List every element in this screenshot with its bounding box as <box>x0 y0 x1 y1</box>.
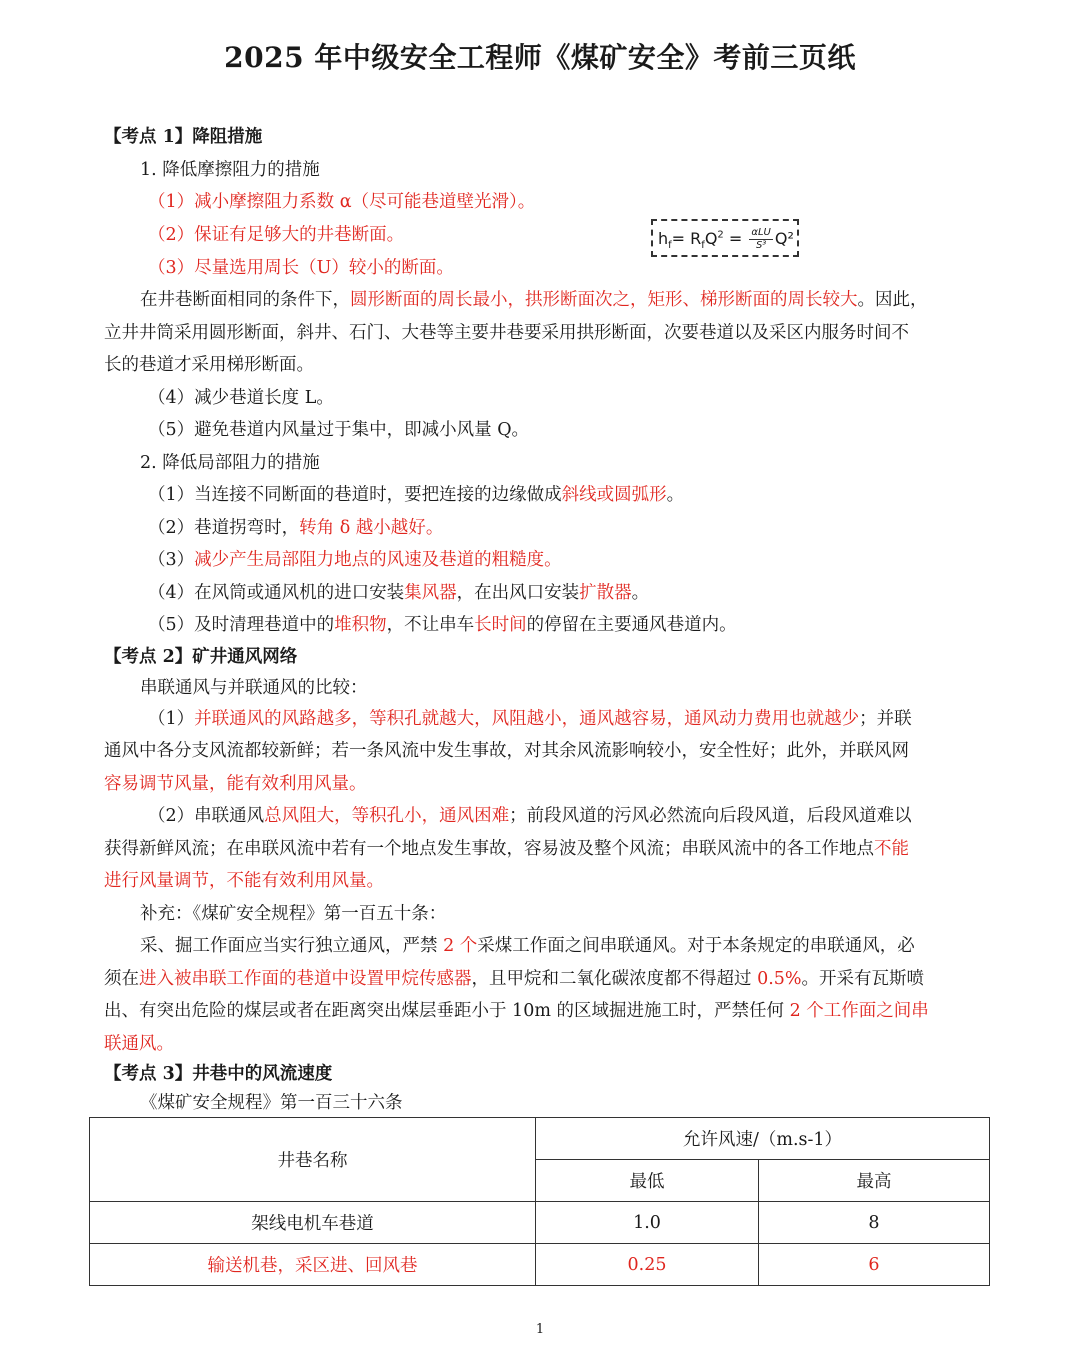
section-3-heading: 【考点 3】井巷中的风流速度 <box>104 1064 333 1084</box>
row-min: 0.25 <box>536 1244 759 1286</box>
table-row <box>90 1202 990 1244</box>
header-name: 井巷名称 <box>90 1118 536 1202</box>
friction-item-5: （5）避免巷道内风量过于集中，即减小风量 Q。 <box>148 420 530 440</box>
highlight-run: 减少产生局部阻力地点的风速及巷道的粗糙度 <box>194 550 545 570</box>
text-run: （3） <box>148 550 195 570</box>
text-run: 采、掘工作面应当实行独立通风，严禁 <box>140 936 438 956</box>
page-number: 1 <box>535 1322 545 1337</box>
text-run: 。 <box>544 550 562 570</box>
subsection-2-title: 2. 降低局部阻力的措施 <box>140 453 320 473</box>
friction-formula-box <box>651 219 799 257</box>
row-name: 输送机巷，采区进、回风巷 <box>90 1244 536 1286</box>
highlight-run: 长时间 <box>474 615 527 635</box>
text-run: ，不让串车 <box>386 615 475 635</box>
highlight-run: 转角 δ 越小越好 <box>299 518 426 538</box>
header-min: 最低 <box>536 1160 759 1202</box>
series-line-3: 进行风量调节，不能有效利用风量。 <box>104 871 384 891</box>
text-run: 出、有突出危险的煤层或者在距离突出煤层垂距小于 10m 的区域掘进施工时，严禁任何 <box>104 1001 784 1021</box>
highlight-run: 圆形断面的周长最小，拱形断面次之，矩形、梯形断面的周长较大 <box>350 290 858 310</box>
text-run: （5）及时清理巷道中的 <box>148 615 335 635</box>
rule-line-1 <box>140 930 1020 963</box>
text-run: 。 <box>425 518 444 538</box>
highlight-run: 不能 <box>874 839 909 859</box>
local-item-5 <box>148 609 1028 642</box>
local-item-2 <box>148 512 1028 545</box>
row-name: 架线电机车巷道 <box>90 1202 536 1244</box>
highlight-run: 0.5% <box>751 969 802 989</box>
highlight-run: 堆积物 <box>334 615 387 635</box>
formula-numerator: αLU <box>751 227 771 238</box>
highlight-run: 斜线或圆弧形 <box>561 485 667 505</box>
text-run: （1）当连接不同断面的巷道时，要把连接的边缘做成 <box>148 485 562 505</box>
parallel-line-3: 容易调节风量，能有效利用风量。 <box>104 774 367 794</box>
wind-speed-table <box>89 1117 990 1286</box>
rule-line-2 <box>104 963 984 996</box>
formula-sub-f: f <box>668 240 672 252</box>
highlight-run: 进入被串联工作面的巷道中设置甲烷传感器 <box>139 969 472 989</box>
local-item-1 <box>148 479 1028 512</box>
rule-line-4: 联通风。 <box>104 1034 174 1054</box>
text-run: 的停留在主要通风巷道内。 <box>526 615 737 635</box>
friction-item-2: （2）保证有足够大的井巷断面。 <box>148 225 405 245</box>
formula-sq: 2 <box>717 229 724 241</box>
friction-item-3: （3）尽量选用周长（U）较小的断面。 <box>148 258 454 278</box>
text-run: （4）在风筒或通风机的进口安装 <box>148 583 405 603</box>
page-title: 2025 年中级安全工程师《煤矿安全》考前三页纸 <box>224 41 856 74</box>
highlight-run: 并联通风的风路越多，等积孔就越大，风阻越小，通风越容易，通风动力费用也就越少 <box>194 709 860 729</box>
highlight-run: 2 个 <box>437 936 478 956</box>
paragraph-shape <box>140 284 1020 317</box>
rule-line-3 <box>104 995 984 1028</box>
formula-q: Q <box>704 229 718 248</box>
parallel-line-2: 通风中各分支风流都较新鲜；若一条风流中发生事故，对其余风流影响较小，安全性好；此外，并联风网 <box>104 741 909 761</box>
highlight-run: 总风阻大，等积孔小，通风困难 <box>264 806 510 826</box>
text-run: 采煤工作面之间串联通风。对于本条规定的串联通风，必 <box>477 936 915 956</box>
formula-eq: = <box>728 229 743 248</box>
formula-eq-r: = R <box>671 229 702 248</box>
header-speed: 允许风速/（m.s-1） <box>536 1118 990 1160</box>
text-run: 须在 <box>104 969 139 989</box>
comparison-intro: 串联通风与并联通风的比较： <box>140 678 368 698</box>
formula-fraction <box>749 227 772 252</box>
friction-item-4: （4）减少巷道长度 L。 <box>148 388 334 408</box>
text-run: 。因此， <box>857 290 928 310</box>
formula-tail: Q² <box>774 229 794 248</box>
text-run: （2）串联通风 <box>148 806 265 826</box>
text-run: ，在出风口安装 <box>456 583 580 603</box>
highlight-run: 2 个工作面之间串 <box>784 1001 929 1021</box>
section-1-heading: 【考点 1】降阻措施 <box>104 127 263 147</box>
text-run: 。 <box>666 485 685 505</box>
text-run: 。 <box>631 583 650 603</box>
highlight-run: 扩散器 <box>579 583 632 603</box>
formula-sub-f2: f <box>701 240 705 252</box>
local-item-4 <box>148 577 1028 610</box>
highlight-run: 集风器 <box>404 583 457 603</box>
text-run: 获得新鲜风流；在串联风流中若有一个地点发生事故，容易波及整个风流；串联风流中的各工作地点 <box>104 839 874 859</box>
row-min: 1.0 <box>536 1202 759 1244</box>
text-run: （2）巷道拐弯时， <box>148 518 300 538</box>
paragraph-shape-line-3: 长的巷道才采用梯形断面。 <box>104 355 314 375</box>
row-max: 6 <box>759 1244 990 1286</box>
header-max: 最高 <box>759 1160 990 1202</box>
section-2-heading: 【考点 2】矿井通风网络 <box>104 647 298 667</box>
text-run: ，且甲烷和二氧化碳浓度都不得超过 <box>471 969 752 989</box>
local-item-3 <box>148 544 1028 577</box>
friction-item-1: （1）减小摩擦阻力系数 α（尽可能巷道壁光滑）。 <box>148 192 536 212</box>
row-max: 8 <box>759 1202 990 1244</box>
text-run: （1） <box>148 709 195 729</box>
text-run: ；并联 <box>859 709 912 729</box>
text-run: ；前段风道的污风必然流向后段风道，后段风道难以 <box>509 806 912 826</box>
formula-h: h <box>658 229 669 248</box>
table-row <box>90 1244 990 1286</box>
paragraph-shape-line-2: 立井井筒采用圆形断面，斜井、石门、大巷等主要井巷要采用拱形断面，次要巷道以及采区内服务时间不 <box>104 323 909 343</box>
text-run: 在井巷断面相同的条件下， <box>140 290 350 310</box>
series-line-1 <box>148 800 1028 833</box>
subsection-1-title: 1. 降低摩擦阻力的措施 <box>140 160 320 180</box>
series-line-2 <box>104 833 984 866</box>
text-run: 。开采有瓦斯喷 <box>801 969 925 989</box>
table-reference: 《煤矿安全规程》第一百三十六条 <box>140 1093 403 1113</box>
supplement-title: 补充：《煤矿安全规程》第一百五十条： <box>140 904 447 924</box>
formula-denominator: S³ <box>755 240 767 251</box>
parallel-line-1 <box>148 703 1028 736</box>
